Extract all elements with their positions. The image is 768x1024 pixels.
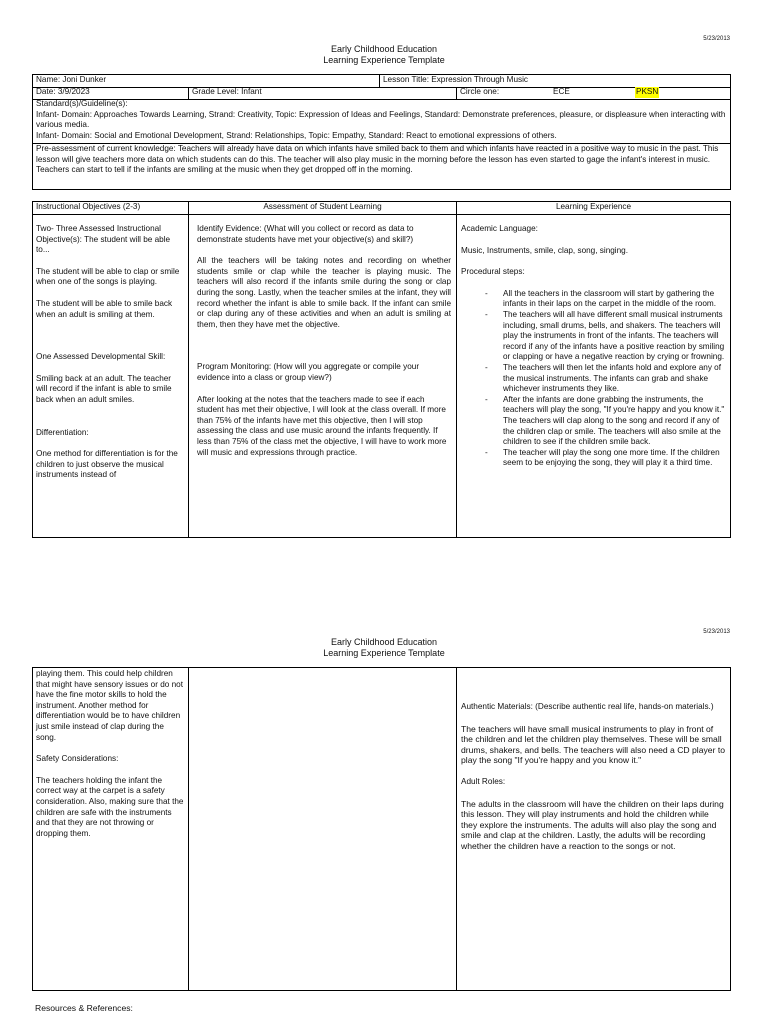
program-monitoring-label: Program Monitoring: (How will you aggregate or compile your evidence into a class or group view?) (197, 362, 420, 382)
authentic-materials-text: The teachers will have small musical instruments to play in front of the children and let the children play themselves. These will be small drums, shakers, and bells. The teachers will also need a CD player to play the song "If you're happy and you know it." (461, 723, 725, 766)
procedural-step: - All the teachers in the classroom will start by gathering the infants in their laps on the carpet in the middle of the room. (499, 289, 726, 310)
procedural-step: - The teacher will play the song one more time. If the children seem to be enjoying the song, they will play it a third time. (499, 448, 726, 469)
circle-one-label: Circle one: (460, 87, 500, 96)
academic-language-label: Academic Language: (461, 224, 538, 233)
standard-2: Infant- Domain: Social and Emotional Development, Strand: Relationships, Topic: Empathy, Standard: React to emotional expressions of others. (36, 130, 557, 140)
safety-label: Safety Considerations: (36, 754, 119, 764)
pksn-option: PKSN (636, 87, 659, 96)
resources-label: Resources & References: (35, 1003, 133, 1013)
ece-option: ECE (553, 87, 570, 96)
page1-header (0, 44, 768, 66)
page1-header-line1: Early Childhood Education (330, 44, 438, 54)
experience-column-continued (461, 702, 726, 852)
page2-header (0, 637, 768, 659)
differentiation-text: One method for differentiation is for the children to just observe the musical instruments instead of (36, 449, 178, 480)
adult-roles-label: Adult Roles: (461, 776, 506, 786)
procedural-steps-label: Procedural steps: (461, 267, 525, 277)
page2-main-table (32, 667, 731, 991)
objective-2: The student will be able to smile back when an adult is smiling at them. (36, 298, 173, 319)
objectives-column (36, 224, 184, 481)
procedural-step: - After the infants are done grabbing the instruments, the teachers will play the song, "If you're happy and you know it." The teachers will clap along to the song and record if any of the children clap or smile. The teachers will also smile at the children to see if the children smile back. (499, 395, 726, 448)
page2-header-line1: Early Childhood Education (330, 637, 438, 647)
developmental-skill-label: One Assessed Developmental Skill: (36, 352, 166, 362)
date-cell: Date: 3/9/2023 (36, 87, 90, 96)
grade-level-cell: Grade Level: Infant (192, 87, 262, 96)
page1-header-line2: Learning Experience Template (323, 55, 445, 65)
objectives-column-continued (36, 669, 184, 839)
page1-date-stamp: 5/23/2013 (703, 36, 730, 42)
col-header-assessment: Assessment of Student Learning (263, 202, 382, 211)
identify-evidence-text: All the teachers will be taking notes and recording on whether students smile or clap while the teacher is playing music. The teachers will also record if the infants smile during the song or clap during the song. Lastly, when the teacher smiles at the infant, they will record whether the infant is able to smile back. If the infant can smile or clap during any of these activities and when an adult is smiling at them, then they have met the objective. (197, 256, 451, 329)
pre-assessment: Pre-assessment of current knowledge: Teachers will already have data on which infants have smiled back to them and which infants have reacted in a positive way to music in the past. This lesson will give teachers more data on which students can do this. The teacher will also play music in the morning before the lesson has even started to gage the infant's interest in music. Teachers can start to tell if the infants are smiling at the music when they get dropped off in the morning. (36, 144, 719, 175)
col-header-experience: Learning Experience (555, 202, 632, 211)
lesson-title-cell: Lesson Title: Expression Through Music (383, 75, 529, 84)
developmental-skill: Smiling back at an adult. The teacher will record if the infant is able to smile back when an adult smiles. (36, 373, 172, 404)
differentiation-label: Differentiation: (36, 427, 89, 437)
page2-header-line2: Learning Experience Template (323, 648, 445, 658)
adult-roles-text: The adults in the classroom will have the children on their laps during this lesson. They will play instruments and hold the children while they explore the instruments. The adults will also play the song and smile and clap at the children. Lastly, the adults will be recording whether the children have a reaction to the songs or not. (461, 798, 724, 851)
procedural-step: - The teachers will then let the infants hold and explore any of the musical instruments. The infants can grab and shake whichever instruments they like. (499, 363, 726, 395)
procedural-step: - The teachers will all have different small musical instruments including, small drums, bells, and shakers. The teachers will play the instruments in front of the infants. The teachers will record if any of the infants have a positive reaction by smiling or clapping or have a negative reaction by crying or frowning. (499, 310, 726, 363)
identify-evidence-label: Identify Evidence: (What will you collect or record as data to demonstrate students have met your objective(s) and skill?) (197, 224, 414, 244)
program-monitoring-text: After looking at the notes that the teachers made to see if each student has met their objective, I will look at the class overall. If more than 75% of the infants have met this objective, then I will stop assessing the class and use music around the infants frequently. If less than 75% of the class met the objective, I will have to work more will music and expressions through practice. (197, 394, 447, 457)
page1-main-table (32, 201, 731, 538)
procedural-steps-list (461, 289, 726, 469)
col-header-objectives: Instructional Objectives (2-3) (36, 202, 141, 211)
objectives-intro: Two- Three Assessed Instructional Objective(s): The student will be able to... (36, 224, 171, 255)
experience-column (461, 224, 726, 469)
page1-info-block (32, 74, 731, 190)
standard-1: Infant- Domain: Approaches Towards Learning, Strand: Creativity, Topic: Expression of Ideas and Feelings, Standard: Demonstrate preferences, pleasure, or displeasure when interacting with various media. (36, 109, 726, 130)
academic-language-text: Music, Instruments, smile, clap, song, singing. (461, 245, 629, 255)
safety-text: The teachers holding the infant the correct way at the carpet is a safety consideration. Also, making sure that the children are safe with the instruments and that they are not throwing or dropping them. (36, 775, 184, 838)
objective-1: The student will be able to clap or smile when one of the songs is playing. (36, 266, 180, 287)
differentiation-text-continued: playing them. This could help children that might have sensory issues or do not have the fine motor skills to hold the instrument. Another method for differentiation would be to have children just smile instead of clap during the song. (36, 669, 183, 742)
standards-label: Standard(s)/Guideline(s): (36, 99, 128, 108)
page2-date-stamp: 5/23/2013 (703, 629, 730, 635)
assessment-column (197, 224, 451, 458)
authentic-materials-label: Authentic Materials: (Describe authentic real life, hands-on materials.) (461, 702, 714, 711)
name-cell: Name: Joni Dunker (36, 75, 107, 84)
